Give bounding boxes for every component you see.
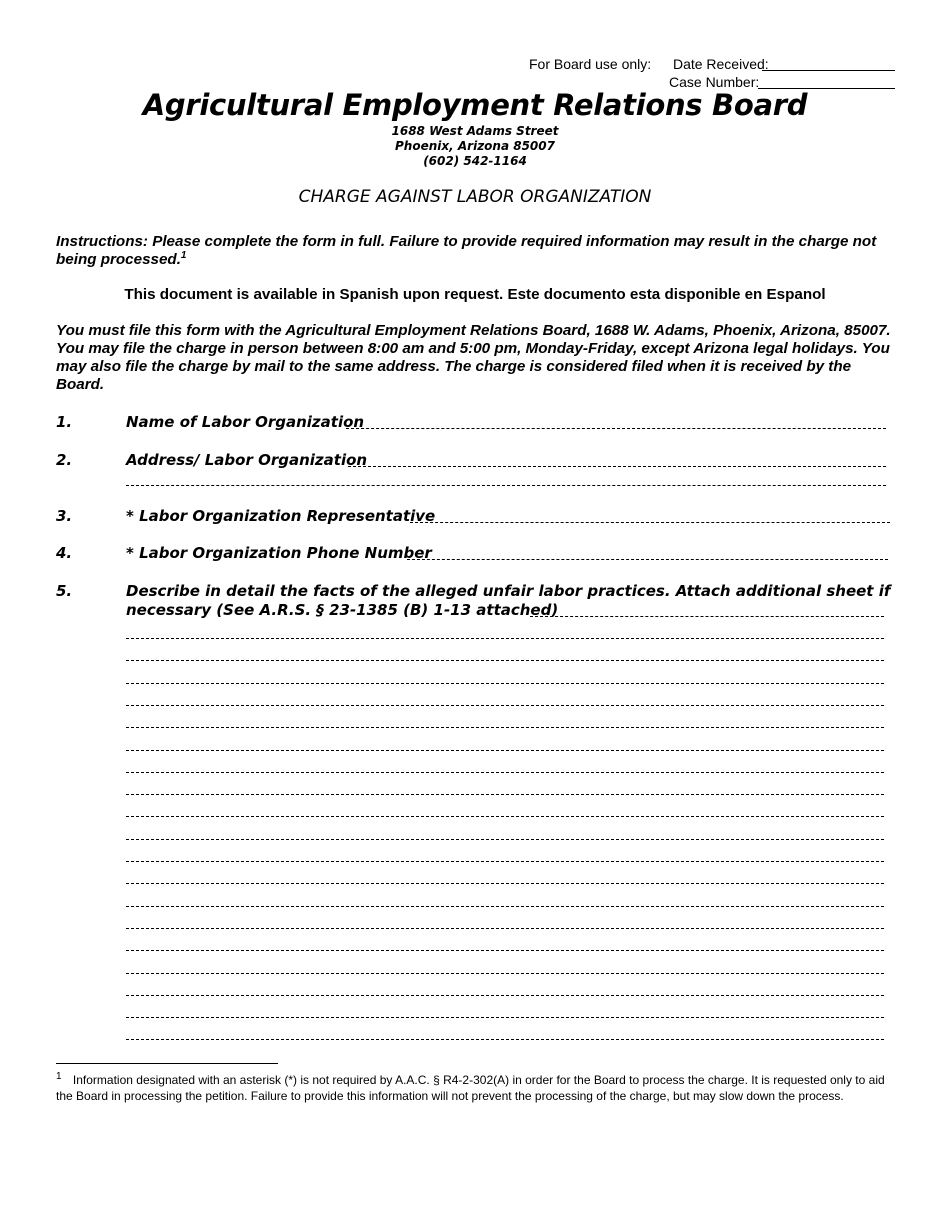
facts-field-line[interactable]	[126, 1017, 884, 1018]
facts-field-line[interactable]	[126, 928, 884, 929]
item-5-label-line1: Describe in detail the facts of the alleged unfair labor practices. Attach additional sheet if	[126, 582, 891, 600]
facts-field-line[interactable]	[126, 794, 884, 795]
facts-field-line[interactable]	[126, 839, 884, 840]
item-5-number: 5.	[56, 582, 73, 600]
facts-field-line[interactable]	[126, 1039, 884, 1040]
address-street: 1688 West Adams Street	[391, 124, 559, 138]
date-received-field[interactable]	[762, 70, 895, 71]
item-2-number: 2.	[56, 451, 73, 469]
item-3-label: * Labor Organization Representative	[126, 507, 436, 525]
labor-org-phone-field[interactable]	[407, 559, 888, 560]
address-city: Phoenix, Arizona 85007	[395, 139, 555, 153]
filing-paragraph: You must file this form with the Agricultural Employment Relations Board, 1688 W. Adams, Phoenix, Arizona, 85007. You may file the charge in person between 8:00 am and 5:00 pm, Monday-Friday, except Arizona legal holidays. You may also file the charge by mail to the same address. The charge is considered filed when it is received by the Board.	[56, 322, 891, 393]
facts-field-line[interactable]	[126, 772, 884, 773]
item-4-label: * Labor Organization Phone Number	[126, 544, 432, 562]
item-1-number: 1.	[56, 413, 73, 431]
board-use-row-date	[529, 56, 769, 72]
facts-field-line[interactable]	[126, 816, 884, 817]
address-phone: (602) 542-1164	[423, 154, 527, 168]
spanish-notice: This document is available in Spanish upon request. Este documento esta disponible en Espanol	[124, 286, 826, 303]
board-use-label: For Board use only:	[529, 56, 652, 72]
footnote	[56, 1072, 898, 1104]
facts-field-line[interactable]	[126, 660, 884, 661]
facts-field-line[interactable]	[126, 883, 884, 884]
form-title: CHARGE AGAINST LABOR ORGANIZATION	[298, 187, 652, 207]
facts-field-line[interactable]	[126, 705, 884, 706]
item-2-label: Address/ Labor Organization	[126, 451, 368, 469]
facts-field-line[interactable]	[126, 727, 884, 728]
facts-field-line[interactable]	[126, 906, 884, 907]
facts-field-line-first[interactable]	[530, 616, 884, 617]
instructions	[56, 233, 896, 269]
labor-org-name-field[interactable]	[346, 428, 886, 429]
facts-field-line[interactable]	[126, 750, 884, 751]
facts-field-line[interactable]	[126, 861, 884, 862]
footnote-divider	[56, 1063, 278, 1064]
footnote-ref: 1	[180, 249, 187, 261]
facts-field-line[interactable]	[126, 995, 884, 996]
item-5-label-line2: necessary (See A.R.S. § 23-1385 (B) 1-13 attached)	[126, 601, 559, 619]
date-received-label: Date Received:	[672, 56, 769, 72]
footnote-marker: 1	[56, 1071, 62, 1082]
facts-field-line[interactable]	[126, 638, 884, 639]
item-4-number: 4.	[56, 544, 73, 562]
footnote-text: Information designated with an asterisk (*) is not required by A.A.C. § R4-2-302(A) in order for the Board to process the charge. It is requested only to aid the Board in processing the petition. Failure to provide this information will not prevent the processing of the charge, but may slow down the process.	[56, 1073, 885, 1103]
facts-field-line[interactable]	[126, 973, 884, 974]
case-number-label: Case Number:	[669, 74, 760, 90]
facts-field-line[interactable]	[126, 683, 884, 684]
labor-org-address-field[interactable]	[348, 466, 886, 467]
item-3-number: 3.	[56, 507, 73, 525]
item-1-label: Name of Labor Organization	[126, 413, 365, 431]
page-title: Agricultural Employment Relations Board	[142, 88, 808, 122]
facts-field-line[interactable]	[126, 950, 884, 951]
labor-org-representative-field[interactable]	[410, 522, 890, 523]
labor-org-address-field-2[interactable]	[126, 485, 886, 486]
instructions-text: Instructions: Please complete the form in full. Failure to provide required information may result in the charge not being processed.	[56, 233, 877, 268]
